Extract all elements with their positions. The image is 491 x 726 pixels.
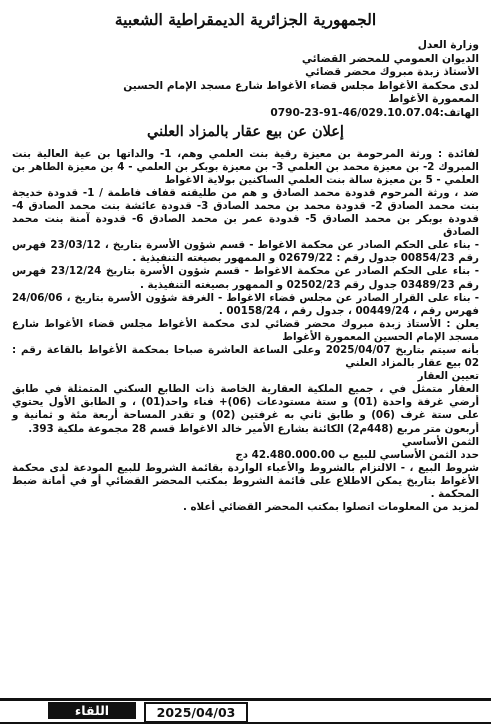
court-line: لدى محكمة الأغواط مجلس قضاء الأغواط شارع مسجد الإمام الحسين	[123, 79, 479, 92]
announcer-paragraph: يعلن : الأستاذ زبدة مبروك محضر قضائي لدى محكمة الأغواط مجلس قضاء الأغواط شارع مسجد الإمام الحسين المعمورة الأغواط	[12, 317, 479, 343]
defendants-paragraph: ضد ، ورثة المرحوم قدودة محمد الصادق و هم من طليقته قفاف فاطمة / 1- قدودة خديجة بنت محمد الصادق 2- قدودة محمد بن محمد الصادق 3- قدودة عائشة بنت محمد الصادق 4- قدودة بوبكر بن محمد الصادق 5- قدودة عمر بن محمد الصادق 6- قدودة آمنة بنت محمد الصادق	[12, 186, 479, 239]
conditions-text: شروط البيع ، - الالتزام بالشروط والأعباء الواردة بقائمة الشروط للبيع المودعة لدى محكمة الأغواط بتاريخ يمكن الاطلاع على قائمة الشروط بمكتب المحضر القضائي أو في أمانة ضبط المحكمة .	[12, 461, 479, 500]
sale-date-paragraph: بأنه سيتم بتاريخ 2025/04/07 وعلى الساعة العاشرة صباحا بمحكمة الأغواط بالقاعة رقم : 02 بيع عقار بالمزاد العلني	[12, 343, 479, 370]
price-text: حدد الثمن الأساسي للبيع ب 42.480.000.00 دج	[235, 448, 479, 461]
republic-title: الجمهورية الجزائرية الديمقراطية الشعبية	[114, 10, 377, 29]
beneficiaries-paragraph: لفائدة : ورثة المرحومة بن معيزة رقية بنت العلمي وهم، 1- والداتها بن عية العالية بنت المبروك 2- بن معيزة محمد بن العلمي 3- بن معيزة بوبكر بن العلمي - 4 بن معيزة الطاهر بن العلمي - 5 بن معيزة سالة بنت العلمي الساكنين بولاية الاغواط	[12, 147, 479, 186]
footer-divider	[0, 698, 491, 701]
notice-body	[12, 148, 479, 515]
contact-text: لمزيد من المعلومات اتصلوا بمكتب المحضر القضائي أعلاه .	[182, 501, 479, 514]
phone-line	[12, 107, 479, 121]
judgment-1-paragraph: - بناء على الحكم الصادر عن محكمة الاغواط - قسم شؤون الأسرة بتاريخ ، 23/03/12 فهرس رقم 00854/23 جدول رقم : 02679/22 و الممهور بصيغته التنفيذية .	[12, 239, 479, 265]
judgment-2-paragraph: - بناء على الحكم الصادر عن محكمة الاغواط - قسم شؤون الأسرة بتاريخ 23/12/24 فهرس رقم 03489/23 جدول رقم 02502/23 و الممهور بصيغته التنفيذية .	[12, 265, 479, 291]
issuer-block	[12, 39, 479, 121]
footer-bottom-rule	[0, 722, 491, 724]
city-line: المعمورة الأغواط	[388, 93, 479, 106]
announcement-title: إعلان عن بيع عقار بالمزاد العلني	[147, 122, 344, 140]
office-line: الديوان العمومي للمحضر القضائي	[301, 52, 479, 65]
bailiff-line: الأستاذ زبدة مبروك محضر قضائي	[305, 66, 479, 79]
decision-paragraph: - بناء على القرار الصادر عن مجلس قضاء الاغواط - الغرفة شؤون الأسرة بتاريخ ، 24/06/06 فهرس رقم ، 00449/24 ، جدول رقم ، 00158/24 .	[12, 291, 479, 317]
ministry-line: وزارة العدل	[417, 39, 479, 51]
newspaper-footer	[0, 698, 491, 726]
property-description: العقار متمثل في ، جميع الملكية العقارية الخاصة ذات الطابع السكني المتمثلة في طابق أرضي غرفة واحدة (01) و ستة مستودعات (06)+ فناء واحد(01) ، و الطابق الأول يحتوي على ستة غرف (06) و طابق ثاني به غرفتين (02) و تقدر المساحة أربعة مئة و ثمانية و أربعون متر مربع (448م2) الكائنة بشارع الأمير خالد الاغواط قسم 28 مجموعة ملكية 393.	[12, 383, 480, 435]
price-heading: الثمن الأساسي	[401, 435, 479, 448]
property-heading: تعيين العقار	[417, 370, 479, 383]
publication-date: 2025/04/03	[144, 702, 248, 723]
phone-label: الهاتف:	[439, 106, 479, 119]
newspaper-name: اللقاء	[48, 702, 136, 719]
phone-number: 0790-23-91-46/029.10.07.04	[270, 106, 440, 119]
